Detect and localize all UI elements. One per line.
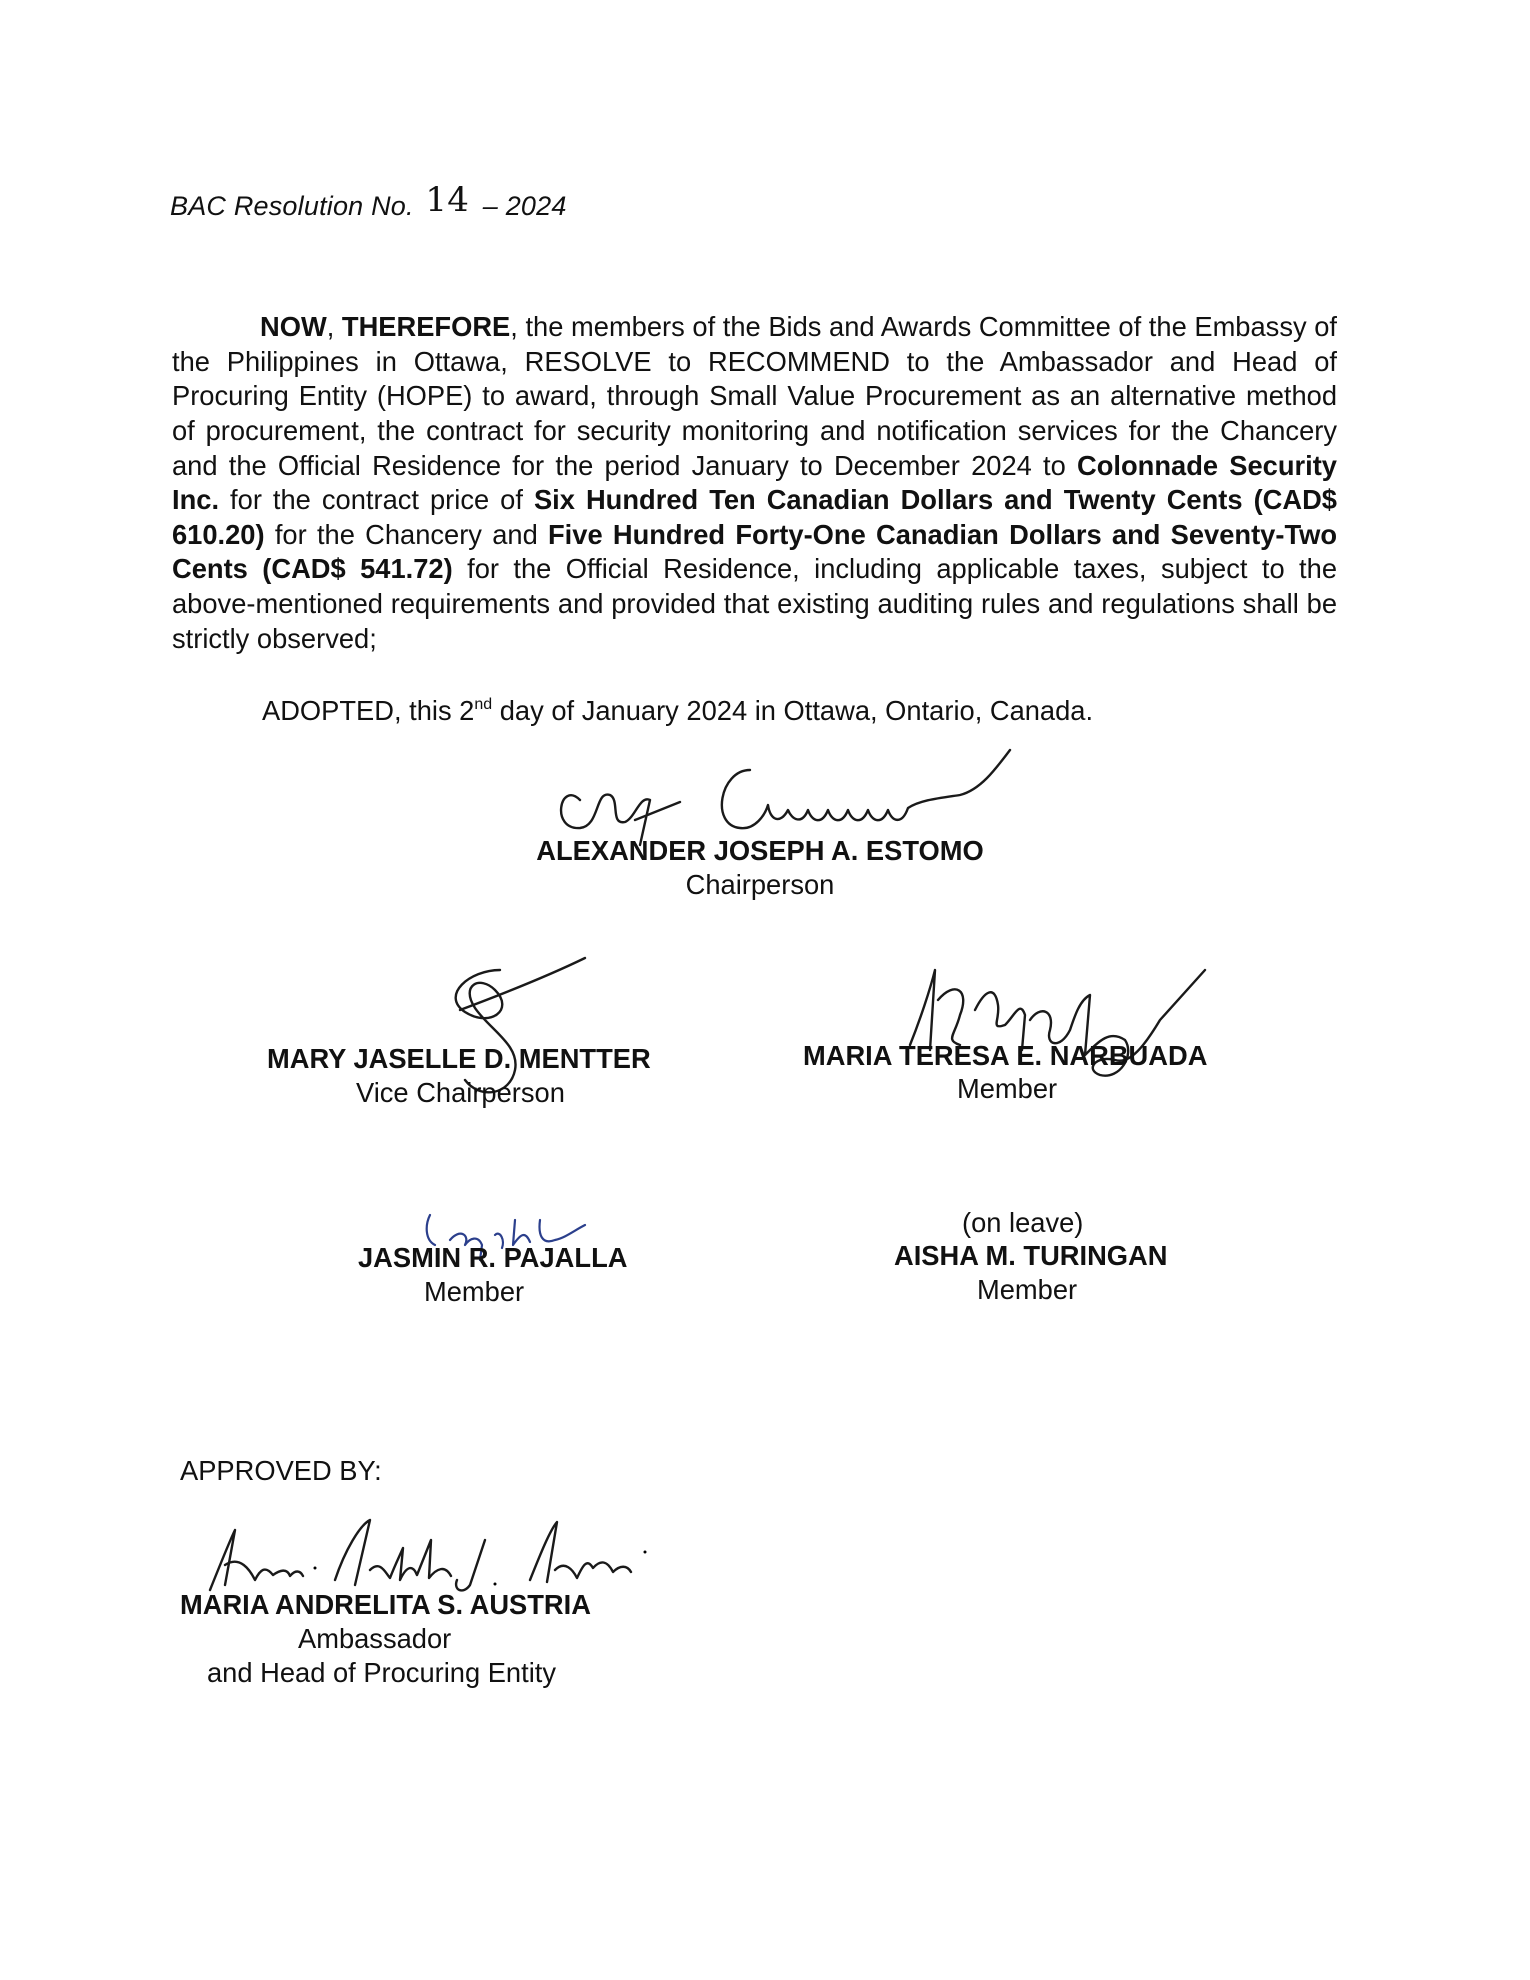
approved-by-label: APPROVED BY:	[180, 1455, 382, 1486]
chairperson-name: ALEXANDER JOSEPH A. ESTOMO	[536, 835, 984, 866]
ambassador-role-line-2: and Head of Procuring Entity	[207, 1657, 556, 1688]
ambassador-signature	[195, 1510, 655, 1600]
resolution-paragraph	[172, 310, 1337, 656]
handwritten-resolution-number: 14	[425, 180, 470, 220]
member-pajalla-name: JASMIN R. PAJALLA	[358, 1242, 628, 1273]
header-year: – 2024	[482, 191, 567, 221]
member-narbuada-name: MARIA TERESA E. NARBUADA	[803, 1040, 1208, 1071]
resolution-text-1: , the members of the Bids and Awards Committee of the Embassy of the Philippines in Ottawa, RESOLVE to RECOMMEND to the Ambassador and Head of Procuring Entity (HOPE) to award, through Small Value Procurement as an alternative method of procurement, the contract for security monitoring and notification services for the Chancery and the Official Residence for the period January to December 2024 to	[172, 311, 1337, 481]
adoption-text-after: day of January 2024 in Ottawa, Ontario, Canada.	[492, 695, 1094, 726]
lead-now: NOW	[260, 311, 327, 343]
vice-chairperson-name: MARY JASELLE D. MENTTER	[267, 1043, 651, 1074]
member-turingan-status: (on leave)	[962, 1207, 1084, 1238]
amount-residence: Five Hundred Forty-One Canadian Dollars and Seventy-Two Cents (CAD$ 541.72)	[172, 518, 1338, 585]
resolution-text-3: for the Chancery and	[264, 518, 548, 550]
member-turingan-role: Member	[977, 1274, 1078, 1305]
adoption-line	[262, 695, 1093, 727]
ambassador-role-line-1: Ambassador	[298, 1623, 452, 1654]
adoption-ordinal: nd	[474, 696, 493, 713]
resolution-text-4: for the Official Residence, including applicable taxes, subject to the above-mentioned requirements and provided that existing auditing rules and regulations shall be strictly observed;	[172, 553, 1338, 654]
lead-separator: ,	[326, 311, 342, 343]
member-narbuada-role: Member	[957, 1073, 1058, 1104]
chairperson-role: Chairperson	[685, 869, 835, 900]
resolution-number-header	[170, 180, 567, 224]
resolution-text-2: for the contract price of	[219, 484, 534, 516]
vice-chairperson-role: Vice Chairperson	[356, 1077, 565, 1108]
member-pajalla-role: Member	[424, 1276, 525, 1307]
ambassador-name: MARIA ANDRELITA S. AUSTRIA	[180, 1589, 591, 1620]
adoption-text-before: ADOPTED, this 2	[262, 695, 475, 726]
chairperson-signature	[540, 740, 1020, 850]
contractor-name: Colonnade Security Inc.	[172, 449, 1337, 516]
amount-chancery: Six Hundred Ten Canadian Dollars and Twenty Cents (CAD$ 610.20)	[172, 484, 1337, 550]
lead-therefore: THEREFORE	[341, 311, 511, 343]
member-turingan-name: AISHA M. TURINGAN	[894, 1240, 1168, 1271]
header-prefix: BAC Resolution No.	[170, 191, 414, 221]
